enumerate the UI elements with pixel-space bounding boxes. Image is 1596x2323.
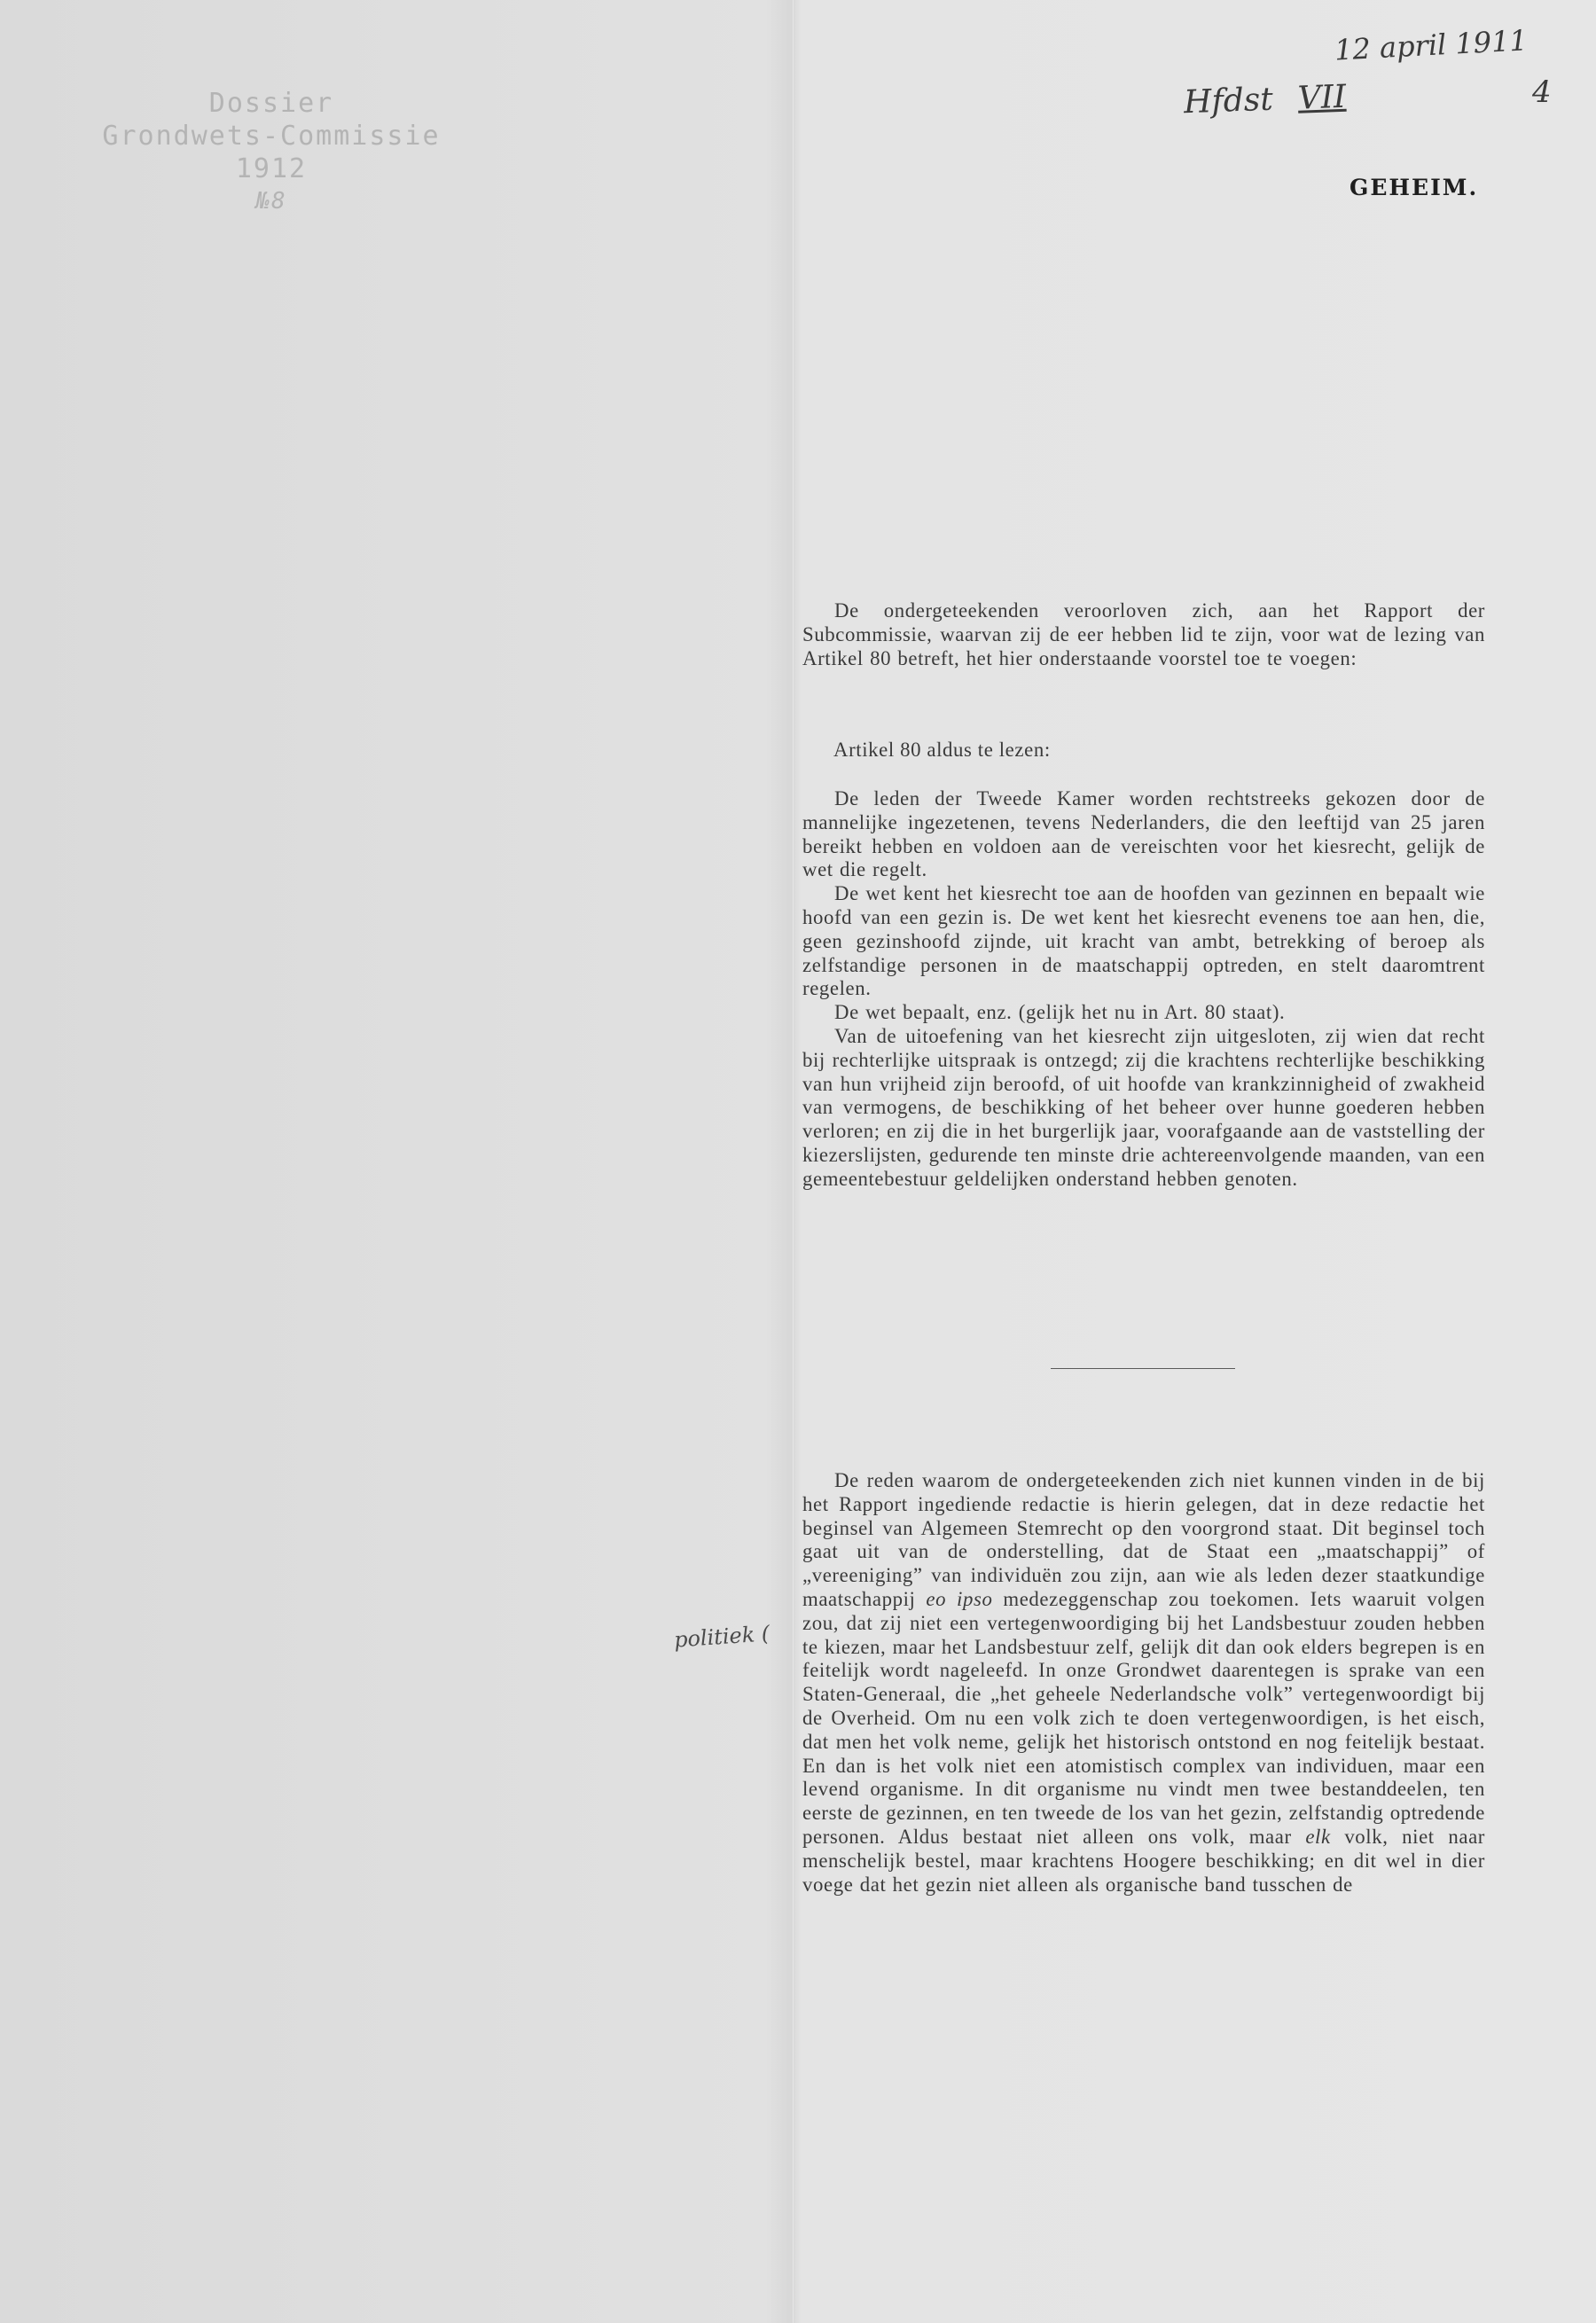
section-divider bbox=[1051, 1368, 1235, 1369]
article-heading: Artikel 80 aldus te lezen: bbox=[833, 739, 1051, 761]
intro-paragraph bbox=[802, 599, 1485, 670]
stamp-line-commission: Grondwets-Commissie bbox=[102, 121, 441, 152]
stamp-line-dossier: Dossier bbox=[208, 88, 334, 119]
archive-stamp bbox=[76, 87, 466, 218]
reasons-text-2: medezeggenschap zou toekomen. Iets waaruit volgen zou, dat zij niet een vertegenwoordiging bij het Landsbestuur zouden hebben te kiezen, maar het Landsbestuur zelf, gelijk dit dan ook elders begrepen is en feitelijk wordt nageleefd. In onze Grondwet daarentegen is sprake van een Staten-Generaal, die „het geheele Nederlandsche volk” vertegenwoordigt bij de Overheid. Om nu een volk zich te doen vertegenwoordigen, is het eisch, dat men het volk neme, gelijk het historisch ontstond en nog feitelijk bestaat. En dan is het volk niet een atomistisch complex van individuen, maar een levend organisme. In dit organisme nu vindt men twee bestanddeelen, ten eerste de gezinnen, en ten tweede de los van het gezin, zelfstandig optredende personen. Aldus bestaat niet alleen ons volk, maar bbox=[802, 1587, 1486, 1848]
reasons-italic-elk: elk bbox=[1305, 1825, 1331, 1848]
article-80-text bbox=[802, 787, 1485, 1192]
stamp-line-year: 1912 bbox=[235, 153, 308, 184]
reasons-italic-eo-ipso: eo ipso bbox=[926, 1587, 993, 1610]
page-fold bbox=[792, 0, 794, 2323]
intro-text: De ondergeteekenden veroorloven zich, aan het Rapport der Subcommissie, waarvan zij de eer hebben lid te zijn, voor wat de lezing van Artikel 80 betreft, het hier onderstaande voorstel toe te voegen: bbox=[802, 599, 1485, 669]
stamp-line-number: №8 bbox=[255, 188, 287, 215]
article-paragraph-4: Van de uitoefening van het kiesrecht zijn uitgesloten, zij wien dat recht bij rechterlijke uitspraak is ontzegd; zij die krachtens rechterlijke beschikking van hun vrijheid zijn beroofd, of uit hoofde van krankzinnigheid of zwakheid van vermogens, de beschikking of het beheer over hunne goederen hebben verloren; en zij die in het burgerlijk jaar, voorafgaande aan de vaststelling der kiezerslijsten, gedurende ten minste drie achtereenvolgende maanden, van een gemeentebestuur geldelijken onderstand hebben genoten. bbox=[802, 1024, 1485, 1190]
article-paragraph-2: De wet kent het kiesrecht toe aan de hoofden van gezinnen en bepaalt wie hoofd van een gezin is. De wet kent het kiesrecht evenens toe aan hen, die, geen gezinshoofd zijnde, uit kracht van ambt, betrekking of beroep als zelfstandige personen in de maatschappij optreden, en stelt daaromtrent regelen. bbox=[802, 882, 1485, 1000]
handwritten-date: 12 april 1911 bbox=[1334, 23, 1529, 67]
reasons-text-3: volk, niet naar menschelijk bestel, maar krachtens Hoogere beschikking; en dit wel in dier voege dat het gezin niet alleen als organische band tusschen de bbox=[802, 1825, 1485, 1896]
classification-heading: GEHEIM. bbox=[1350, 175, 1479, 200]
reasons-paragraph bbox=[802, 1469, 1485, 1897]
article-paragraph-3: De wet bepaalt, enz. (gelijk het nu in Art. 80 staat). bbox=[834, 1001, 1286, 1024]
handwritten-margin-note: politiek ( bbox=[673, 1621, 771, 1653]
chapter-label: Hfdst bbox=[1183, 81, 1274, 121]
reasons-text-1: De reden waarom de ondergeteekenden zich niet kunnen vinden in de bij het Rapport ingediende redactie is hierin gelegen, dat in deze redactie het beginsel van Algemeen Stemrecht op den voorgrond staat. Dit beginsel toch gaat uit van de onderstelling, dat de Staat een „maatschappij” of „vereeniging” van individuën zou zijn, aan wie als leden dezer staatkundige maatschappij bbox=[802, 1469, 1485, 1610]
handwritten-chapter bbox=[1183, 79, 1346, 121]
handwritten-page-number: 4 bbox=[1532, 74, 1552, 110]
chapter-roman: VII bbox=[1296, 78, 1347, 117]
reasons-section bbox=[802, 1469, 1485, 1897]
article-paragraph-1: De leden der Tweede Kamer worden rechtstreeks gekozen door de mannelijke ingezetenen, tevens Nederlanders, die den leeftijd van 25 jaren bereikt hebben en voldoen aan de vereischten voor het kiesrecht, gelijk de wet die regelt. bbox=[802, 787, 1485, 881]
